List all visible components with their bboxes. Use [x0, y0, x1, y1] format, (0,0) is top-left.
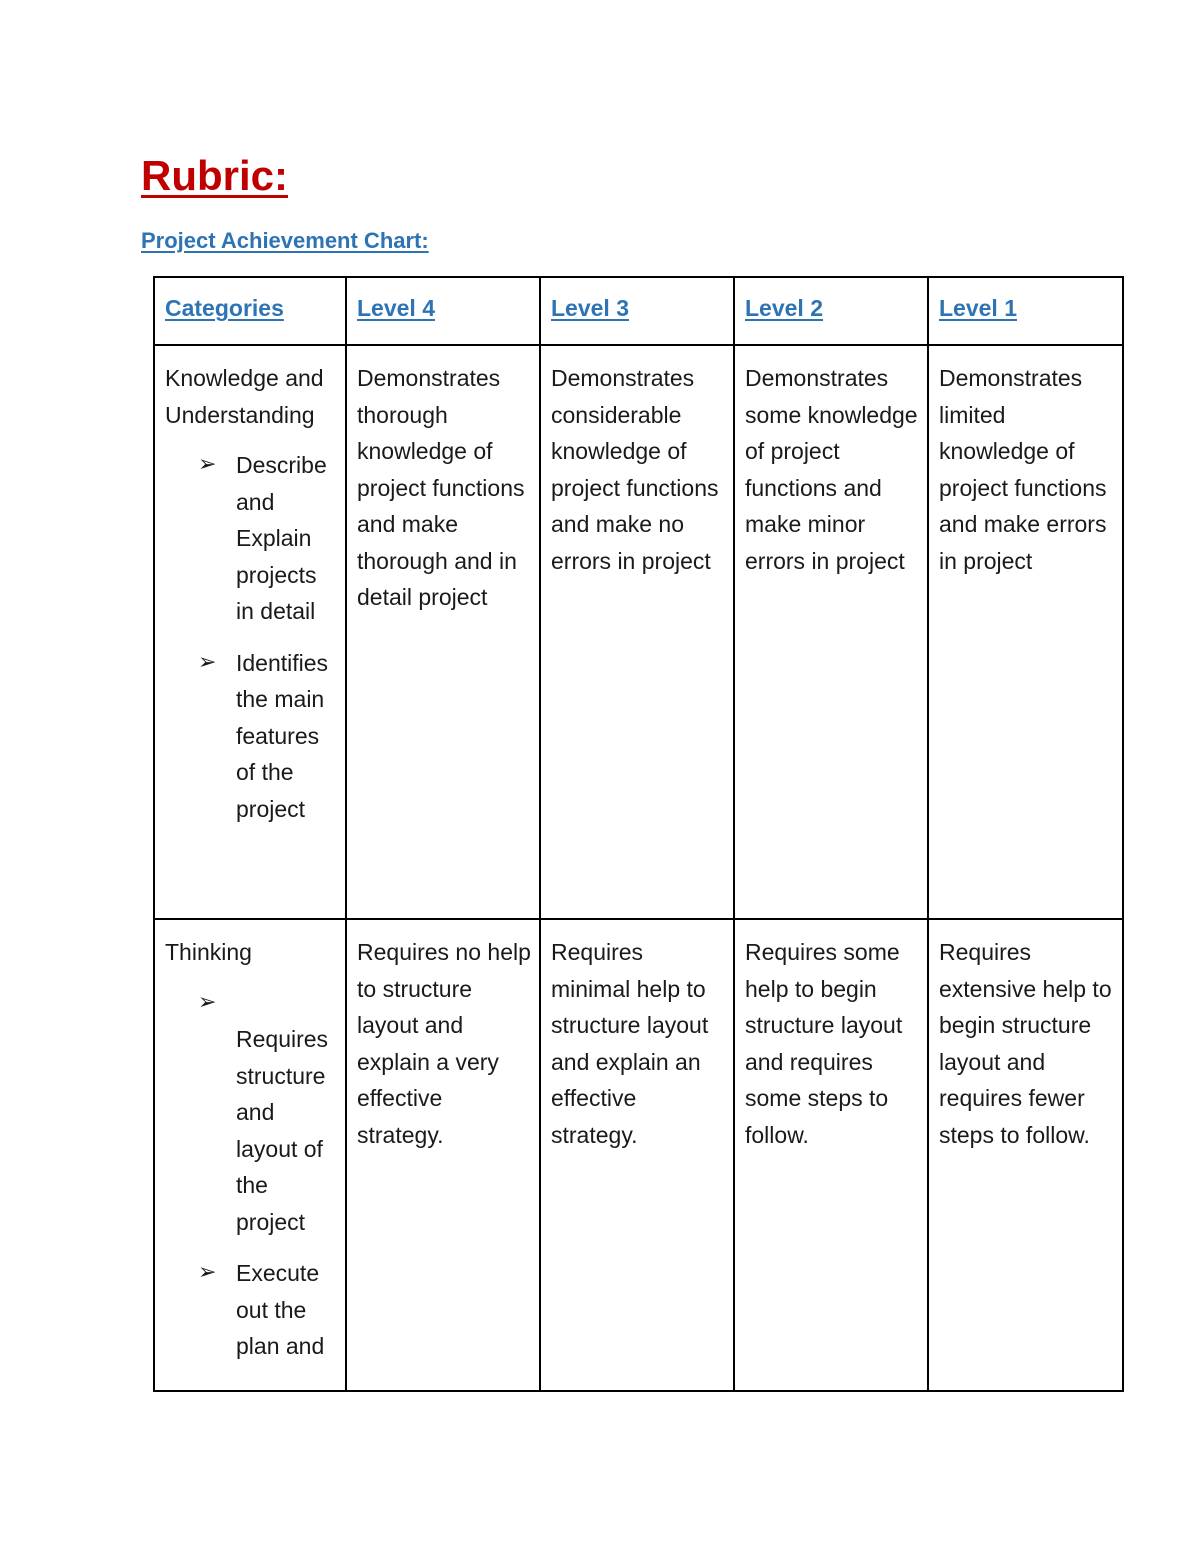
level-1-cell: Requires extensive help to begin structure layout and requires fewer steps to follow. — [928, 919, 1123, 1391]
category-bullet-list — [165, 985, 340, 1365]
list-item — [165, 645, 340, 828]
level-2-cell: Requires some help to begin structure layout and requires some steps to follow. — [734, 919, 928, 1391]
rubric-table — [153, 276, 1124, 1392]
section-heading: Project Achievement Chart: — [141, 228, 429, 253]
level-2-cell: Demonstrates some knowledge of project functions and make minor errors in project — [734, 345, 928, 919]
bullet-text: Requires structure and layout of the project — [236, 1026, 329, 1235]
category-bullet-list — [165, 447, 340, 827]
level-1-cell: Demonstrates limited knowledge of project functions and make errors in project — [928, 345, 1123, 919]
header-categories: Categories — [154, 277, 346, 345]
header-level-3: Level 3 — [540, 277, 734, 345]
table-row — [154, 345, 1123, 919]
table-header-row — [154, 277, 1123, 345]
list-item — [165, 985, 340, 1241]
arrowhead-bullet-icon: ➢ — [198, 452, 217, 477]
header-level-1: Level 1 — [928, 277, 1123, 345]
bullet-text: Describe and Explain projects in detail — [236, 452, 327, 624]
level-4-cell: Demonstrates thorough knowledge of project functions and make thorough and in detail project — [346, 345, 540, 919]
arrowhead-bullet-icon: ➢ — [198, 989, 217, 1015]
header-level-2: Level 2 — [734, 277, 928, 345]
arrowhead-bullet-icon: ➢ — [198, 1260, 217, 1285]
page-title: Rubric: — [141, 152, 288, 199]
bullet-text: Identifies the main features of the project — [236, 649, 329, 822]
table-row — [154, 919, 1123, 1391]
list-item — [165, 1255, 340, 1365]
bullet-text: Execute out the plan and — [236, 1260, 325, 1359]
arrowhead-bullet-icon: ➢ — [198, 649, 217, 675]
category-cell — [154, 919, 346, 1391]
level-3-cell: Requires minimal help to structure layout and explain an effective strategy. — [540, 919, 734, 1391]
category-title: Thinking — [165, 939, 252, 965]
level-3-cell: Demonstrates considerable knowledge of project functions and make no errors in project — [540, 345, 734, 919]
category-title: Knowledge and Understanding — [165, 365, 324, 428]
category-cell — [154, 345, 346, 919]
level-4-cell: Requires no help to structure layout and explain a very effective strategy. — [346, 919, 540, 1391]
list-item — [165, 447, 340, 630]
header-level-4: Level 4 — [346, 277, 540, 345]
